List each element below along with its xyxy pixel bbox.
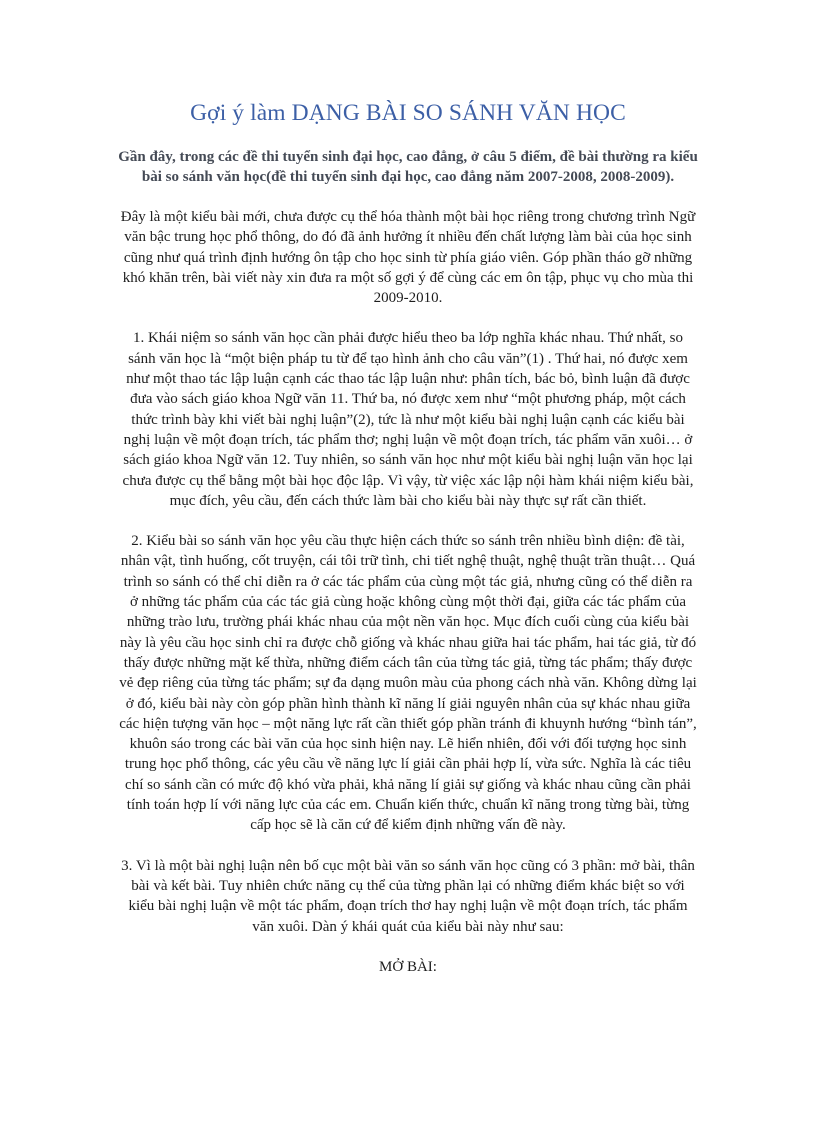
section-1-paragraph: 1. Khái niệm so sánh văn học cần phải được hiểu theo ba lớp nghĩa khác nhau. Thứ nhất, so sánh văn học là “một biện pháp tu từ để tạo hình ảnh cho câu văn”(1) . Thứ hai, nó được xem như một thao tác lập luận cạnh các thao tác lập luận như: phân tích, bác bỏ, bình luận đã được đưa vào sách giáo khoa Ngữ văn 11. Thứ ba, nó được xem như “một phương pháp, một cách thức trình bày khi viết bài nghị luận”(2), tức là như một kiểu bài nghị luận cạnh các kiểu bài nghị luận về một đoạn trích, tác phẩm thơ; nghị luận về một đoạn trích, tác phẩm văn xuôi… ở sách giáo khoa Ngữ văn 12. Tuy nhiên, so sánh văn học như một kiểu bài nghị luận văn học lại chưa được cụ thể bằng một bài học độc lập. Vì vậy, từ việc xác lập nội hàm khái niệm kiểu bài, mục đích, yêu cầu, đến cách thức làm bài cho kiểu bài này thực sự rất cần thiết.: [122, 330, 694, 509]
document-title: Gợi ý làm DẠNG BÀI SO SÁNH VĂN HỌC: [190, 100, 626, 126]
mo-bai-heading: MỞ BÀI:: [379, 958, 437, 975]
document-page: [118, 100, 698, 977]
document-subtitle: Gần đây, trong các đề thi tuyển sinh đại học, cao đẳng, ở câu 5 điểm, đề bài thường ra kiểu bài so sánh văn học(đề thi tuyển sinh đại học, cao đẳng năm 2007-2008, 2008-2009).: [118, 149, 698, 185]
intro-paragraph: Đây là một kiểu bài mới, chưa được cụ thể hóa thành một bài học riêng trong chương trình Ngữ văn bậc trung học phổ thông, do đó đã ảnh hưởng ít nhiều đến chất lượng làm bài của học sinh cũng như quá trình định hướng ôn tập cho học sinh từ phía giáo viên. Góp phần tháo gỡ những khó khăn trên, bài viết này xin đưa ra một số gợi ý để cùng các em ôn tập, phục vụ cho mùa thi 2009-2010.: [120, 209, 696, 307]
section-2-paragraph: 2. Kiểu bài so sánh văn học yêu cầu thực hiện cách thức so sánh trên nhiều bình diện: đề tài, nhân vật, tình huống, cốt truyện, cái tôi trữ tình, chi tiết nghệ thuật, nghệ thuật trần thuật… Quá trình so sánh có thể chỉ diễn ra ở các tác phẩm của cùng một tác giả, nhưng cũng có thể diễn ra ở những tác phẩm của các tác giả cùng hoặc không cùng một thời đại, giữa các tác phẩm của những trào lưu, trường phái khác nhau của một nền văn học. Mục đích cuối cùng của kiểu bài này là yêu cầu học sinh chỉ ra được chỗ giống và khác nhau giữa hai tác phẩm, hai tác giả, từ đó thấy được những mặt kế thừa, những điểm cách tân của từng tác giả, từng tác phẩm; thấy được vẻ đẹp riêng của từng tác phẩm; sự đa dạng muôn màu của phong cách nhà văn. Không dừng lại ở đó, kiểu bài này còn góp phần hình thành kĩ năng lí giải nguyên nhân của sự khác nhau giữa các hiện tượng văn học – một năng lực rất cần thiết góp phần tránh đi khuynh hướng “bình tán”, khuôn sáo trong các bài văn của học sinh hiện nay. Lẽ hiển nhiên, đối với đối tượng học sinh trung học phổ thông, các yêu cầu về năng lực lí giải cần phải hợp lí, vừa sức. Nghĩa là các tiêu chí so sánh cần có mức độ khó vừa phải, khả năng lí giải sự giống và khác nhau cũng cần phải tính toán hợp lí với năng lực của các em. Chuẩn kiến thức, chuẩn kĩ năng trong từng bài, từng cấp học sẽ là căn cứ để kiểm định những vấn đề này.: [119, 533, 697, 834]
section-3-paragraph: 3. Vì là một bài nghị luận nên bố cục một bài văn so sánh văn học cũng có 3 phần: mở bài, thân bài và kết bài. Tuy nhiên chức năng cụ thể của từng phần lại có những điểm khác biệt so với kiểu bài nghị luận về một tác phẩm, đoạn trích thơ hay nghị luận về một đoạn trích, tác phẩm văn xuôi. Dàn ý khái quát của kiểu bài này như sau:: [121, 857, 695, 935]
